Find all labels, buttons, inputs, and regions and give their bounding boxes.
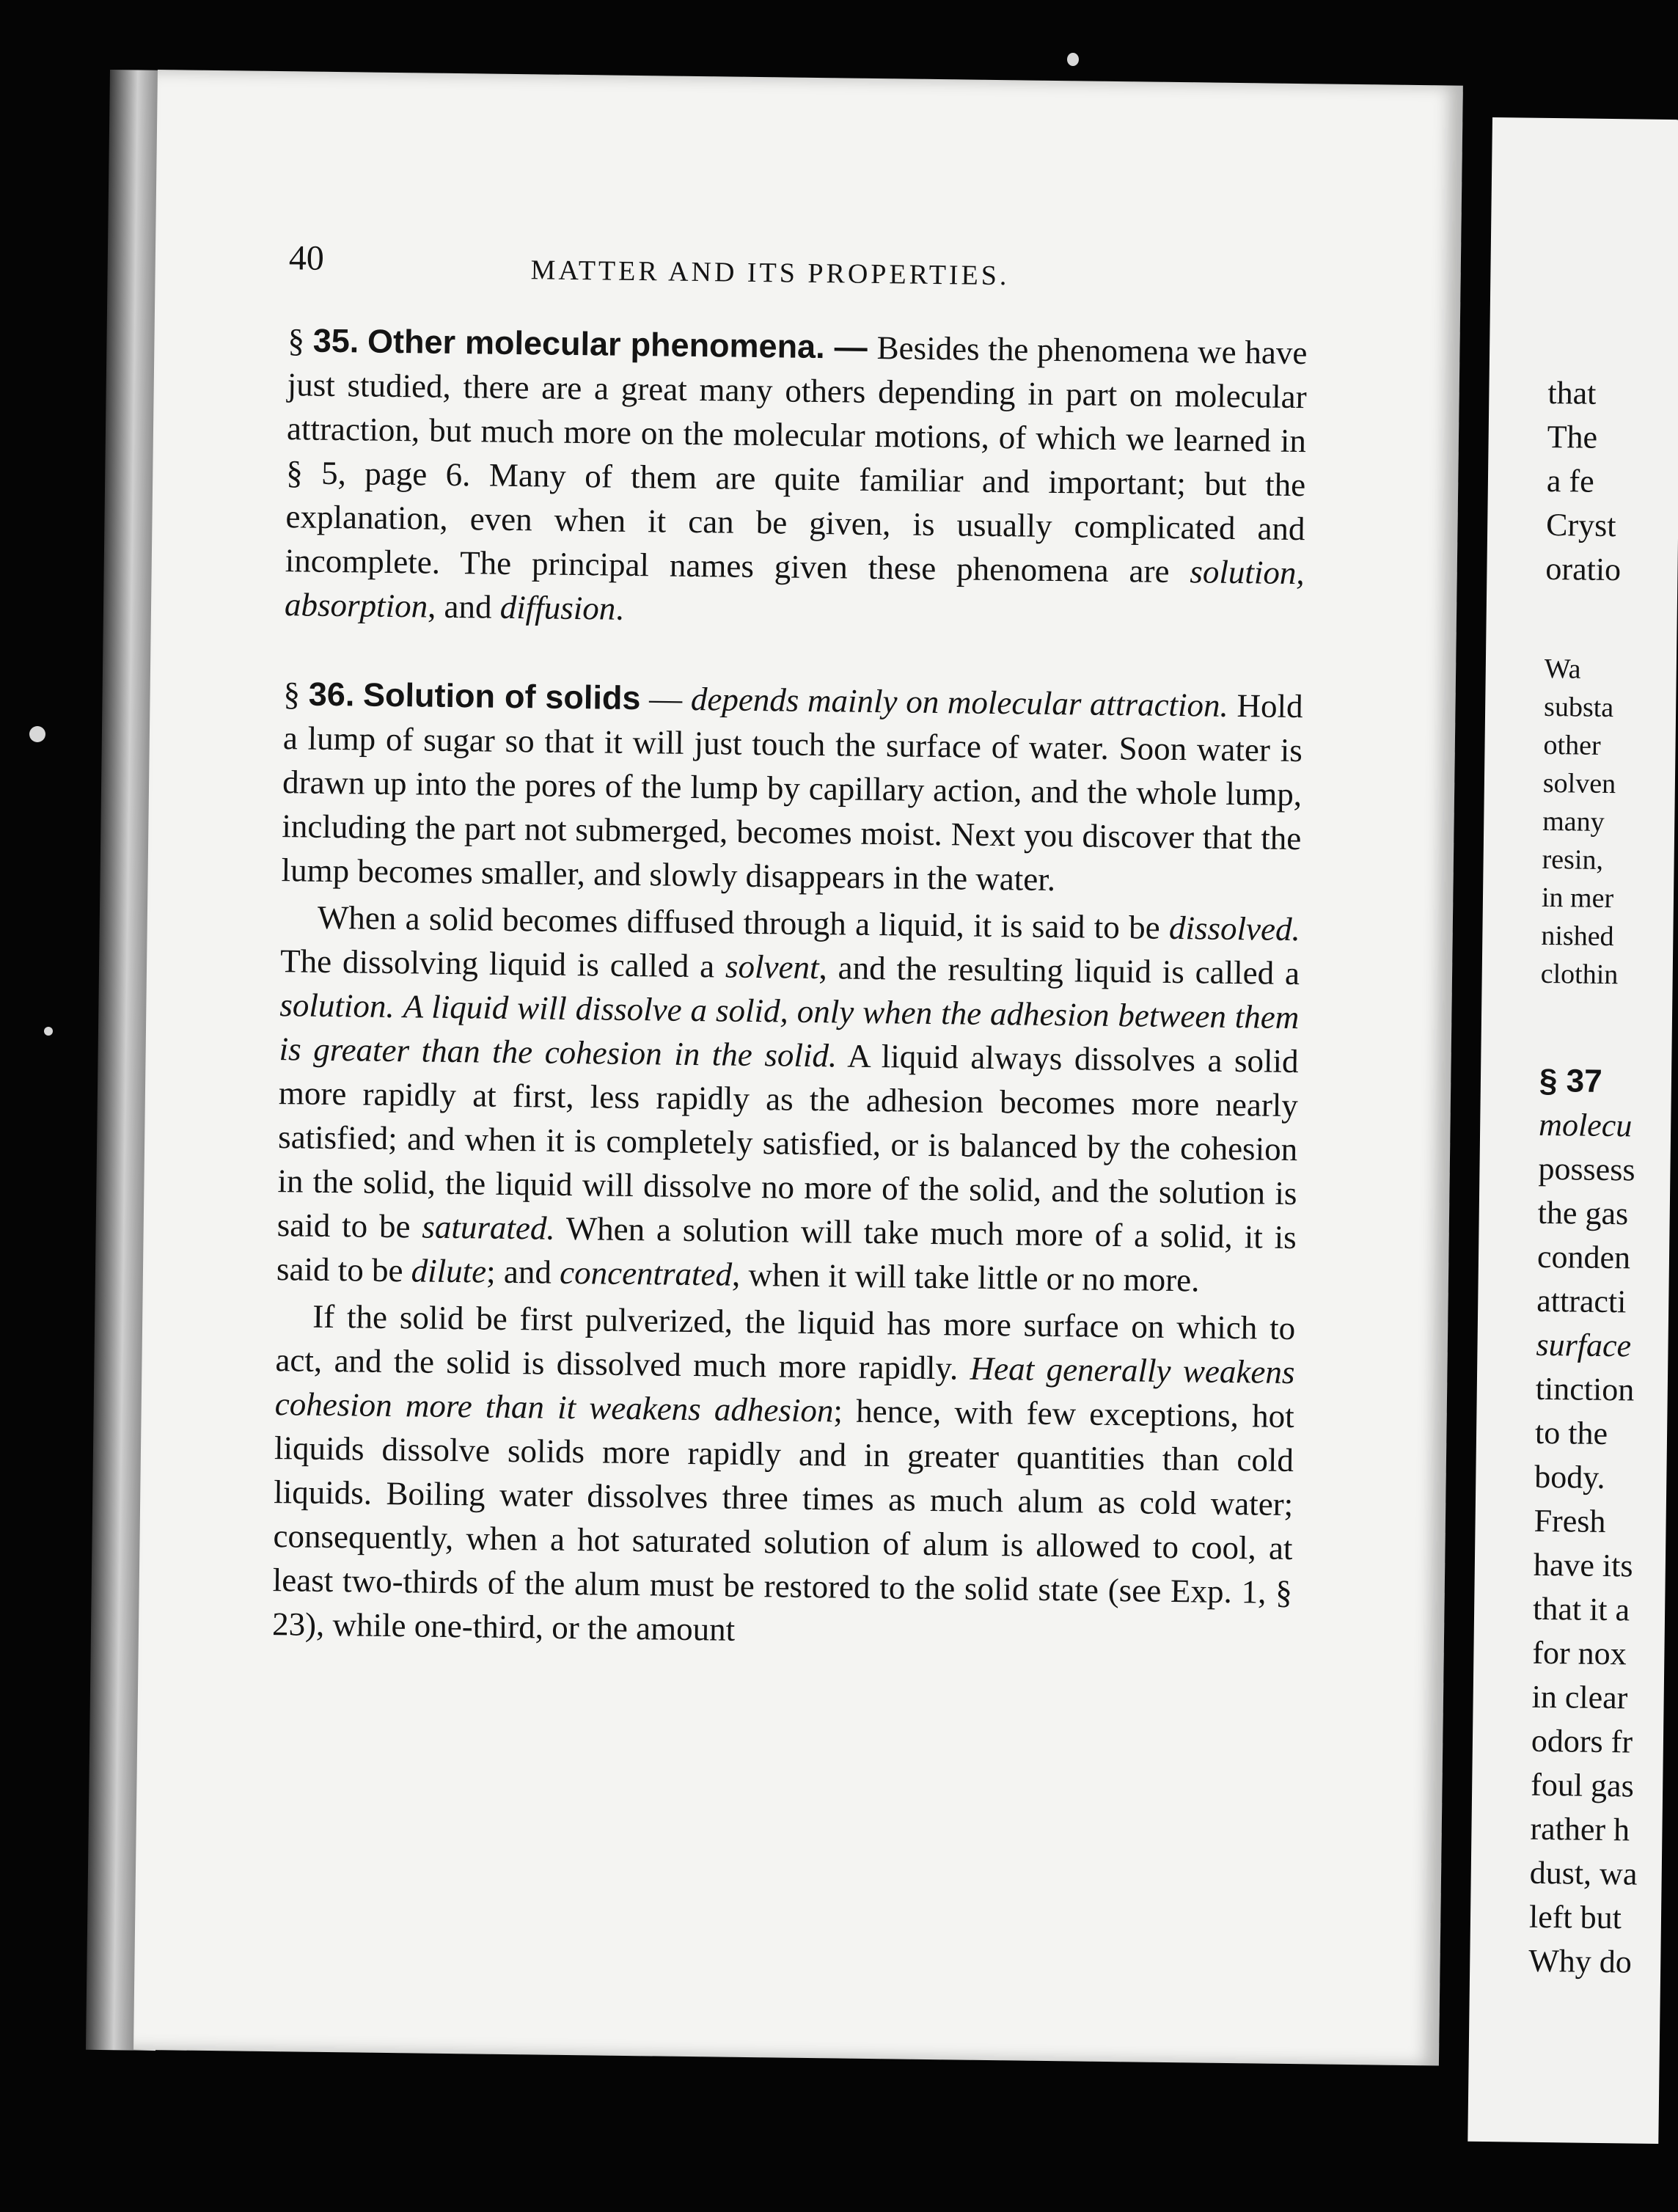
right-page-line: other [1543,729,1601,761]
body-text: , and the resulting liquid is called a [818,949,1300,992]
right-page-line: oratio [1545,550,1622,588]
italic-text: depends mainly on molecular attraction. [690,680,1229,724]
right-page-line: in mer [1541,882,1614,915]
running-head: MATTER AND ITS PROPERTIES. [530,254,1010,292]
body-text: If the solid be first pulverized, the liquid has more surface on which to act, and the solid is dissolved much more rapidly. [275,1297,1296,1387]
right-page-text [1528,118,1678,1985]
page-content [272,236,1308,1658]
section-number: 35. [312,321,359,360]
body-text: Besides the phenomena we have just studied, there are a great many others depending in part on molecular attraction, but much more on the molecular motions, of which we learned in § 5, page 6. Many of them are quite familiar and important; but the explanation, even when it can be given, is usually complicated and incomplete. The principal names given these phenomena are [285,329,1308,590]
section-number: 36. [308,675,355,714]
body-text: ; and [486,1253,560,1291]
heading-dash: — [640,680,692,717]
dust-speck [1067,53,1079,66]
right-page-line: solven [1542,767,1616,800]
right-page-line [1545,591,1678,637]
right-page-line: tinction [1535,1370,1635,1408]
section-sign: § [283,675,301,713]
italic-text: solvent [725,948,819,986]
italic-text: A liquid will dissolve a solid, only when the adhesion between them is greater than the cohesion in the solid. [279,988,1300,1074]
right-page-line: that it a [1532,1590,1630,1628]
section-heading: Solution of solids [362,675,641,717]
section-heading: Other molecular phenomena. [367,322,825,366]
body-text: When a solid becomes diffused through a liquid, it is said to be [317,898,1170,946]
italic-text: saturated. [422,1208,555,1247]
section-36 [281,672,1303,904]
section-35 [285,318,1308,639]
right-page-line: the gas [1537,1194,1629,1232]
italic-text: concentrated [559,1253,733,1293]
right-page-line: left but [1528,1898,1622,1936]
paragraph-dissolved [276,895,1300,1303]
right-page [1468,117,1678,2144]
italic-text: Heat generally weakens cohesion more than it weakens adhesion [274,1349,1295,1429]
right-page-line: molecu [1538,1106,1633,1144]
body-text: ; hence, with few exceptions, hot liquids dissolve solids more rapidly and in greater quantities than cold liquids. Boiling water dissolves three times as much alum as cold water; consequently, when a hot saturated solution of alum is allowed to cool, at least two-thirds of the alum must be restored to the solid state (see Exp. 1, § 23), while one-third, or the amount [271,1392,1294,1648]
right-page-line: dust, wa [1529,1854,1638,1892]
right-page-line: resin, [1542,843,1604,876]
right-page-line: clothin [1540,958,1619,991]
italic-text: solution. [279,986,395,1025]
body-text: . [615,590,624,627]
right-page-line: substa [1543,691,1614,724]
right-page-line: many [1542,805,1605,838]
right-page-line: have its [1533,1546,1633,1584]
section-sign: § [287,322,305,359]
body-text: When a solution will take much more of a solid, it is said to be [276,1209,1297,1289]
body-text: , when it will take little or no more. [731,1256,1200,1299]
paragraph-pulverized [272,1294,1296,1658]
right-page-line: that [1547,374,1597,411]
heading-dash: — [824,328,877,367]
right-page-line [1540,993,1678,1039]
italic-text: dilute [411,1252,487,1290]
italic-text: solution, absorption [284,553,1305,625]
page-number: 40 [288,238,325,278]
right-page-line: in clear [1531,1678,1628,1716]
right-page-line: to the [1534,1414,1608,1452]
right-page-line: § 37 [1539,1062,1602,1099]
right-page-line: surface [1536,1326,1632,1364]
page-header [288,236,1308,322]
italic-text: diffusion [499,588,616,627]
right-page-line: Cryst [1545,506,1616,544]
right-page-line: Why do [1528,1942,1633,1980]
right-page-line: Wa [1544,653,1581,685]
body-text: , and [427,587,501,626]
right-page-line: odors fr [1531,1722,1633,1760]
italic-text: dissolved. [1168,909,1301,948]
dust-speck [29,726,45,742]
right-page-line: foul gas [1530,1766,1635,1804]
body-text: Hold a lump of sugar so that it will just touch the surface of water. Soon water is drawn up into the pores of the lump by capillary action, and the whole lump, including the part not submerged, becomes moist. Next you discover that the lump becomes smaller, and slowly disappears in the water. [281,686,1303,898]
right-page-line: possess [1538,1150,1635,1188]
left-page [133,70,1463,2066]
right-page-line: The [1547,418,1598,455]
body-text [394,988,403,1025]
right-page-line: body. [1534,1458,1605,1496]
right-page-line: for nox [1532,1634,1627,1672]
right-page-line: Fresh [1534,1502,1606,1540]
right-page-line: rather h [1530,1810,1630,1848]
body-text: A liquid always dissolves a solid more rapidly at first, less rapidly as the adhesion becomes more nearly satisfied; and when it is completely satisfied, or is balanced by the cohesion in the solid, the liquid will dissolve no more of the solid, and the solution is said to be [276,1037,1299,1245]
body-text: The dissolving liquid is called a [279,942,726,985]
right-page-line: a fe [1546,462,1594,499]
right-page-line: attracti [1536,1282,1627,1320]
right-page-line: nished [1541,920,1614,953]
dust-speck [44,1027,53,1036]
right-page-line: conden [1536,1238,1631,1276]
